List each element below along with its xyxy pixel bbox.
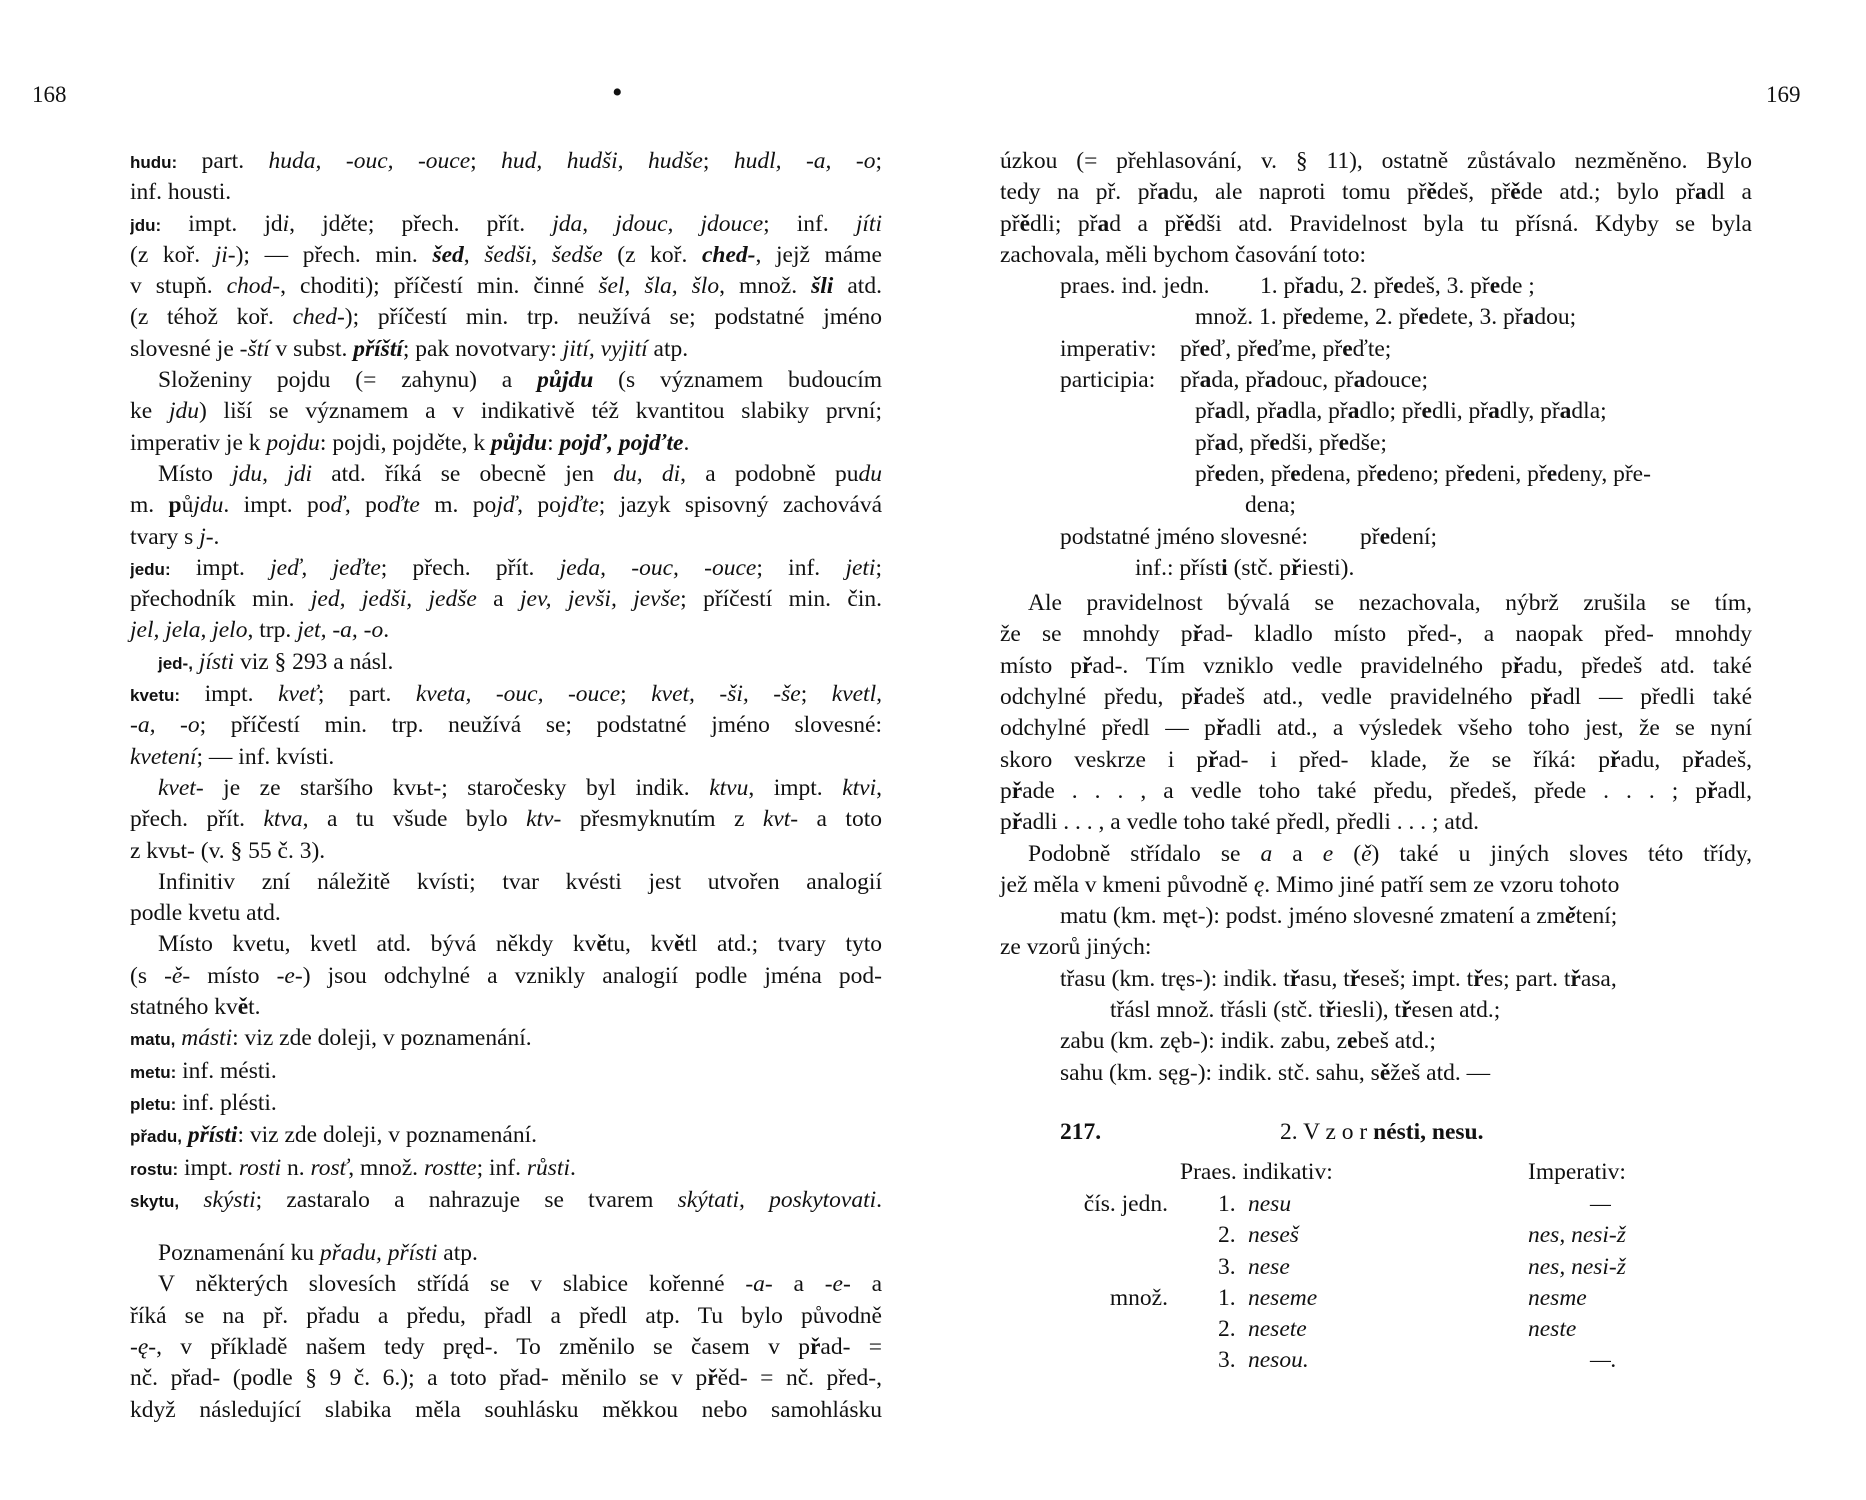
text-line: přadu, přísti: viz zde doleji, v poznamenání. <box>130 1122 537 1149</box>
text-line: přědli; přad a přědši atd. Pravidelnost byla tu přísná. Kdyby se byla <box>1000 210 1752 237</box>
text-line: rostu: impt. rosti n. rosť, množ. rostte; inf. růsti. <box>130 1154 576 1181</box>
table-head-praes: Praes. indikativ: <box>1180 1158 1333 1185</box>
table-imperative: nes, nesi-ž <box>1528 1222 1626 1249</box>
conj-forms: inf.: přísti (stč. přiesti). <box>1135 554 1355 581</box>
text-line: ke jdu) liší se významem a v indikativě též kvantitou slabiky první; <box>130 398 882 425</box>
text-line: Složeniny pojdu (= zahynu) a půjdu (s významem budoucím <box>158 367 882 394</box>
text-line: Místo kvetu, kvetl atd. bývá někdy květu, květl atd.; tvary tyto <box>158 931 882 958</box>
text-line: Podobně střídalo se a a e (ě) také u jiných sloves této třídy, <box>1028 840 1752 867</box>
table-form: nesete <box>1248 1316 1307 1343</box>
headword: jdu: <box>130 215 162 235</box>
text-line: (s -ě- místo -e-) jsou odchylné a vznikly analogií podle jména pod- <box>130 962 882 989</box>
conj-forms: přadl, přadla, přadlo; předli, přadly, přadla; <box>1195 398 1607 425</box>
table-person: 3. <box>1218 1253 1236 1280</box>
conj-label: participia: <box>1060 367 1156 394</box>
table-form: nesu <box>1248 1190 1292 1217</box>
text-line: tvary s j-. <box>130 523 220 550</box>
headword: rostu: <box>130 1159 179 1179</box>
text-line: Ale pravidelnost bývalá se nezachovala, nýbrž zrušila se tím, <box>1028 590 1752 617</box>
page-number-left: 168 <box>32 82 67 107</box>
text-line: inf. housti. <box>130 179 232 206</box>
headword: jedu: <box>130 559 171 579</box>
text-line: m. půjdu. impt. poď, poďte m. pojď, pojďte; jazyk spisovný zachovává <box>130 492 882 519</box>
paradigm-table <box>1000 1157 1752 1387</box>
conj-label: imperativ: <box>1060 335 1157 362</box>
table-person: 1. <box>1218 1190 1236 1217</box>
text-line: -ę-, v příkladě našem tedy pręd-. To změnilo se časem v přad- = <box>130 1333 882 1360</box>
table-person: 2. <box>1218 1316 1236 1343</box>
section-title: 2. V z o r nésti, nesu. <box>1280 1118 1484 1145</box>
right-page-text <box>1000 146 1752 1387</box>
table-imperative: neste <box>1528 1316 1577 1343</box>
text-line: Poznamenání ku přadu, přísti atp. <box>158 1240 478 1267</box>
text-line: že se mnohdy přad- kladlo místo před-, a naopak před- mnohdy <box>1000 621 1752 648</box>
text-line: jež měla v kmeni původně ę. Mimo jiné patří sem ze vzoru tohoto <box>1000 871 1620 898</box>
text-line: (z téhož koř. ched-); příčestí min. trp. neužívá se; podstatné jméno <box>130 304 882 331</box>
right-body <box>1000 588 1752 1089</box>
headword: skytu, <box>130 1191 180 1211</box>
text-line: (z koř. ji-); — přech. min. šed, šedši, šedše (z koř. ched-, jejž máme <box>130 241 882 268</box>
table-imperative: —. <box>1590 1347 1617 1374</box>
text-line: sahu (km. sęg-): indik. stč. sahu, sěžeš atd. — <box>1060 1059 1491 1086</box>
table-head-imperative: Imperativ: <box>1528 1158 1626 1185</box>
text-line: přade . . . , a vedle toho také předu, předeš, přede . . . ; přadl, <box>1000 777 1752 804</box>
headword: přadu, <box>130 1127 182 1147</box>
table-imperative: — <box>1590 1190 1611 1217</box>
text-line: ze vzorů jiných: <box>1000 934 1152 961</box>
table-imperative: nesme <box>1528 1284 1587 1311</box>
text-line: kvetení; — inf. kvísti. <box>130 743 335 770</box>
table-form: nese <box>1248 1253 1290 1280</box>
text-line: jdu: impt. jdi, jděte; přech. přít. jda, jdouc, jdouce; inf. jíti <box>130 210 882 237</box>
text-line: kvetu: impt. kveť; part. kveta, -ouc, -ouce; kvet, -ši, -še; kvetl, <box>130 681 882 708</box>
conjugation-scheme <box>1000 271 1752 588</box>
headword: kvetu: <box>130 686 181 706</box>
conj-label: podstatné jméno slovesné: <box>1060 523 1309 550</box>
text-line: třásl množ. třásli (stč. třiesli), třesen atd.; <box>1110 997 1501 1024</box>
text-line: pletu: inf. plésti. <box>130 1089 277 1116</box>
text-line: hudu: part. huda, -ouc, -ouce; hud, hudši, hudše; hudl, -a, -o; <box>130 148 882 174</box>
text-line: skytu, skýsti; zastaralo a nahrazuje se tvarem skýtati, poskytovati. <box>130 1186 882 1213</box>
table-imperative: nes, nesi-ž <box>1528 1253 1626 1280</box>
text-line: -a, -o; příčestí min. trp. neužívá se; podstatné jméno slovesné: <box>130 712 882 739</box>
text-line: úzkou (= přehlasování, v. § 11), ostatně zůstávalo nezměněno. Bylo <box>1000 148 1752 174</box>
conj-forms: množ. 1. předeme, 2. předete, 3. přadou; <box>1195 304 1577 331</box>
table-person: 3. <box>1218 1347 1236 1374</box>
table-person: 1. <box>1218 1284 1236 1311</box>
text-line: statného květ. <box>130 994 261 1021</box>
section-heading <box>1000 1107 1752 1151</box>
text-line: přech. přít. ktva, a tu všude bylo ktv- přesmyknutím z kvt- a toto <box>130 806 882 833</box>
text-line: přechodník min. jed, jedši, jedše a jev, jevši, jevše; příčestí min. čin. <box>130 586 882 613</box>
headword: pletu: <box>130 1094 177 1114</box>
headword: jed-, <box>158 653 193 673</box>
table-group: čís. jedn. <box>1083 1190 1168 1217</box>
headword: hudu: <box>130 153 178 172</box>
text-line: Místo jdu, jdi atd. říká se obecně jen du, di, a podobně pudu <box>158 460 882 487</box>
text-line: skoro veskrze i přad- i před- klade, že se říká: přadu, přadeš, <box>1000 746 1752 773</box>
text-line: odchylné předu, přadeš atd., vedle pravidelného přadl — předli také <box>1000 684 1752 711</box>
text-line: jel, jela, jelo, trp. jet, -a, -o. <box>130 617 390 644</box>
text-line: když následující slabika měla souhlásku měkkou nebo samohlásku <box>130 1396 882 1423</box>
conj-forms: dena; <box>1245 492 1296 519</box>
table-group: množ. <box>1109 1284 1168 1311</box>
text-line: zachovala, měli bychom časování toto: <box>1000 241 1367 268</box>
text-line: zabu (km. zęb-): indik. zabu, zebeš atd.; <box>1060 1028 1436 1055</box>
conj-forms: přeď, přeďme, přeďte; <box>1180 335 1392 362</box>
table-form: neseme <box>1248 1284 1318 1311</box>
text-line: jed-, jísti viz § 293 a násl. <box>158 648 394 675</box>
text-line: matu (km. męt-): podst. jméno slovesné zmatení a změtení; <box>1060 903 1618 930</box>
text-line: matu, másti: viz zde doleji, v poznamenání. <box>130 1025 532 1052</box>
text-line: z kvьt- (v. § 55 č. 3). <box>130 837 326 864</box>
conj-forms: přad, předši, předše; <box>1195 429 1387 456</box>
text-line: tedy na př. přadu, ale naproti tomu přědeš, přěde atd.; bylo přadl a <box>1000 179 1752 206</box>
text-line: Infinitiv zní náležitě kvísti; tvar kvésti jest utvořen analogií <box>158 868 882 895</box>
conj-forms: předen, předena, předeno; předeni, předeny, pře- <box>1195 460 1651 487</box>
text-line: třasu (km. tręs-): indik. třasu, třeseš; impt. třes; part. třasa, <box>1060 965 1617 992</box>
right-intro <box>1000 146 1752 271</box>
section-number: 217. <box>1060 1118 1102 1145</box>
left-page-text <box>130 146 882 1426</box>
text-line: přadli . . . , a vedle toho také předl, předli . . . ; atd. <box>1000 809 1480 836</box>
text-line: kvet- je ze staršího kvьt-; staročesky byl indik. ktvu, impt. ktvi, <box>158 774 882 801</box>
headword: matu, <box>130 1030 176 1050</box>
conj-label: praes. ind. jedn. <box>1060 273 1210 300</box>
text-line: slovesné je -ští v subst. příští; pak novotvary: jití, vyjití atp. <box>130 335 689 362</box>
text-line: imperativ je k pojdu: pojdi, pojděte, k půjdu: pojď, pojďte. <box>130 429 690 456</box>
table-form: neseš <box>1248 1222 1299 1249</box>
page-number-right: 169 <box>1766 82 1801 107</box>
page-dot: • <box>612 76 623 109</box>
table-person: 2. <box>1218 1222 1236 1249</box>
conj-forms: přada, přadouc, přadouce; <box>1180 367 1428 394</box>
text-line: místo přad-. Tím vzniklo vedle pravidelného přadu, předeš atd. také <box>1000 652 1752 679</box>
text-line: odchylné předl — přadli atd., a výsledek všeho toho jest, že se nyní <box>1000 715 1752 742</box>
text-line: říká se na př. přadu a předu, přadl a předl atp. Tu bylo původně <box>130 1302 882 1329</box>
conj-forms: 1. přadu, 2. předeš, 3. přede ; <box>1260 273 1535 300</box>
text-line: jedu: impt. jeď, jeďte; přech. přít. jeda, -ouc, -ouce; inf. jeti; <box>130 554 882 581</box>
headword: metu: <box>130 1062 177 1082</box>
table-form: nesou. <box>1248 1347 1309 1374</box>
text-line: V některých slovesích střídá se v slabice kořenné -a- a -e- a <box>158 1271 882 1298</box>
text-line: metu: inf. mésti. <box>130 1057 277 1084</box>
text-line: nč. přad- (podle § 9 č. 6.); a toto přad- měnilo se v přěd- = nč. před-, <box>130 1365 882 1392</box>
text-line: v stupň. chod-, choditi); příčestí min. činné šel, šla, šlo, množ. šli atd. <box>130 273 882 300</box>
text-line: podle kvetu atd. <box>130 900 281 927</box>
conj-forms: předení; <box>1360 523 1438 550</box>
